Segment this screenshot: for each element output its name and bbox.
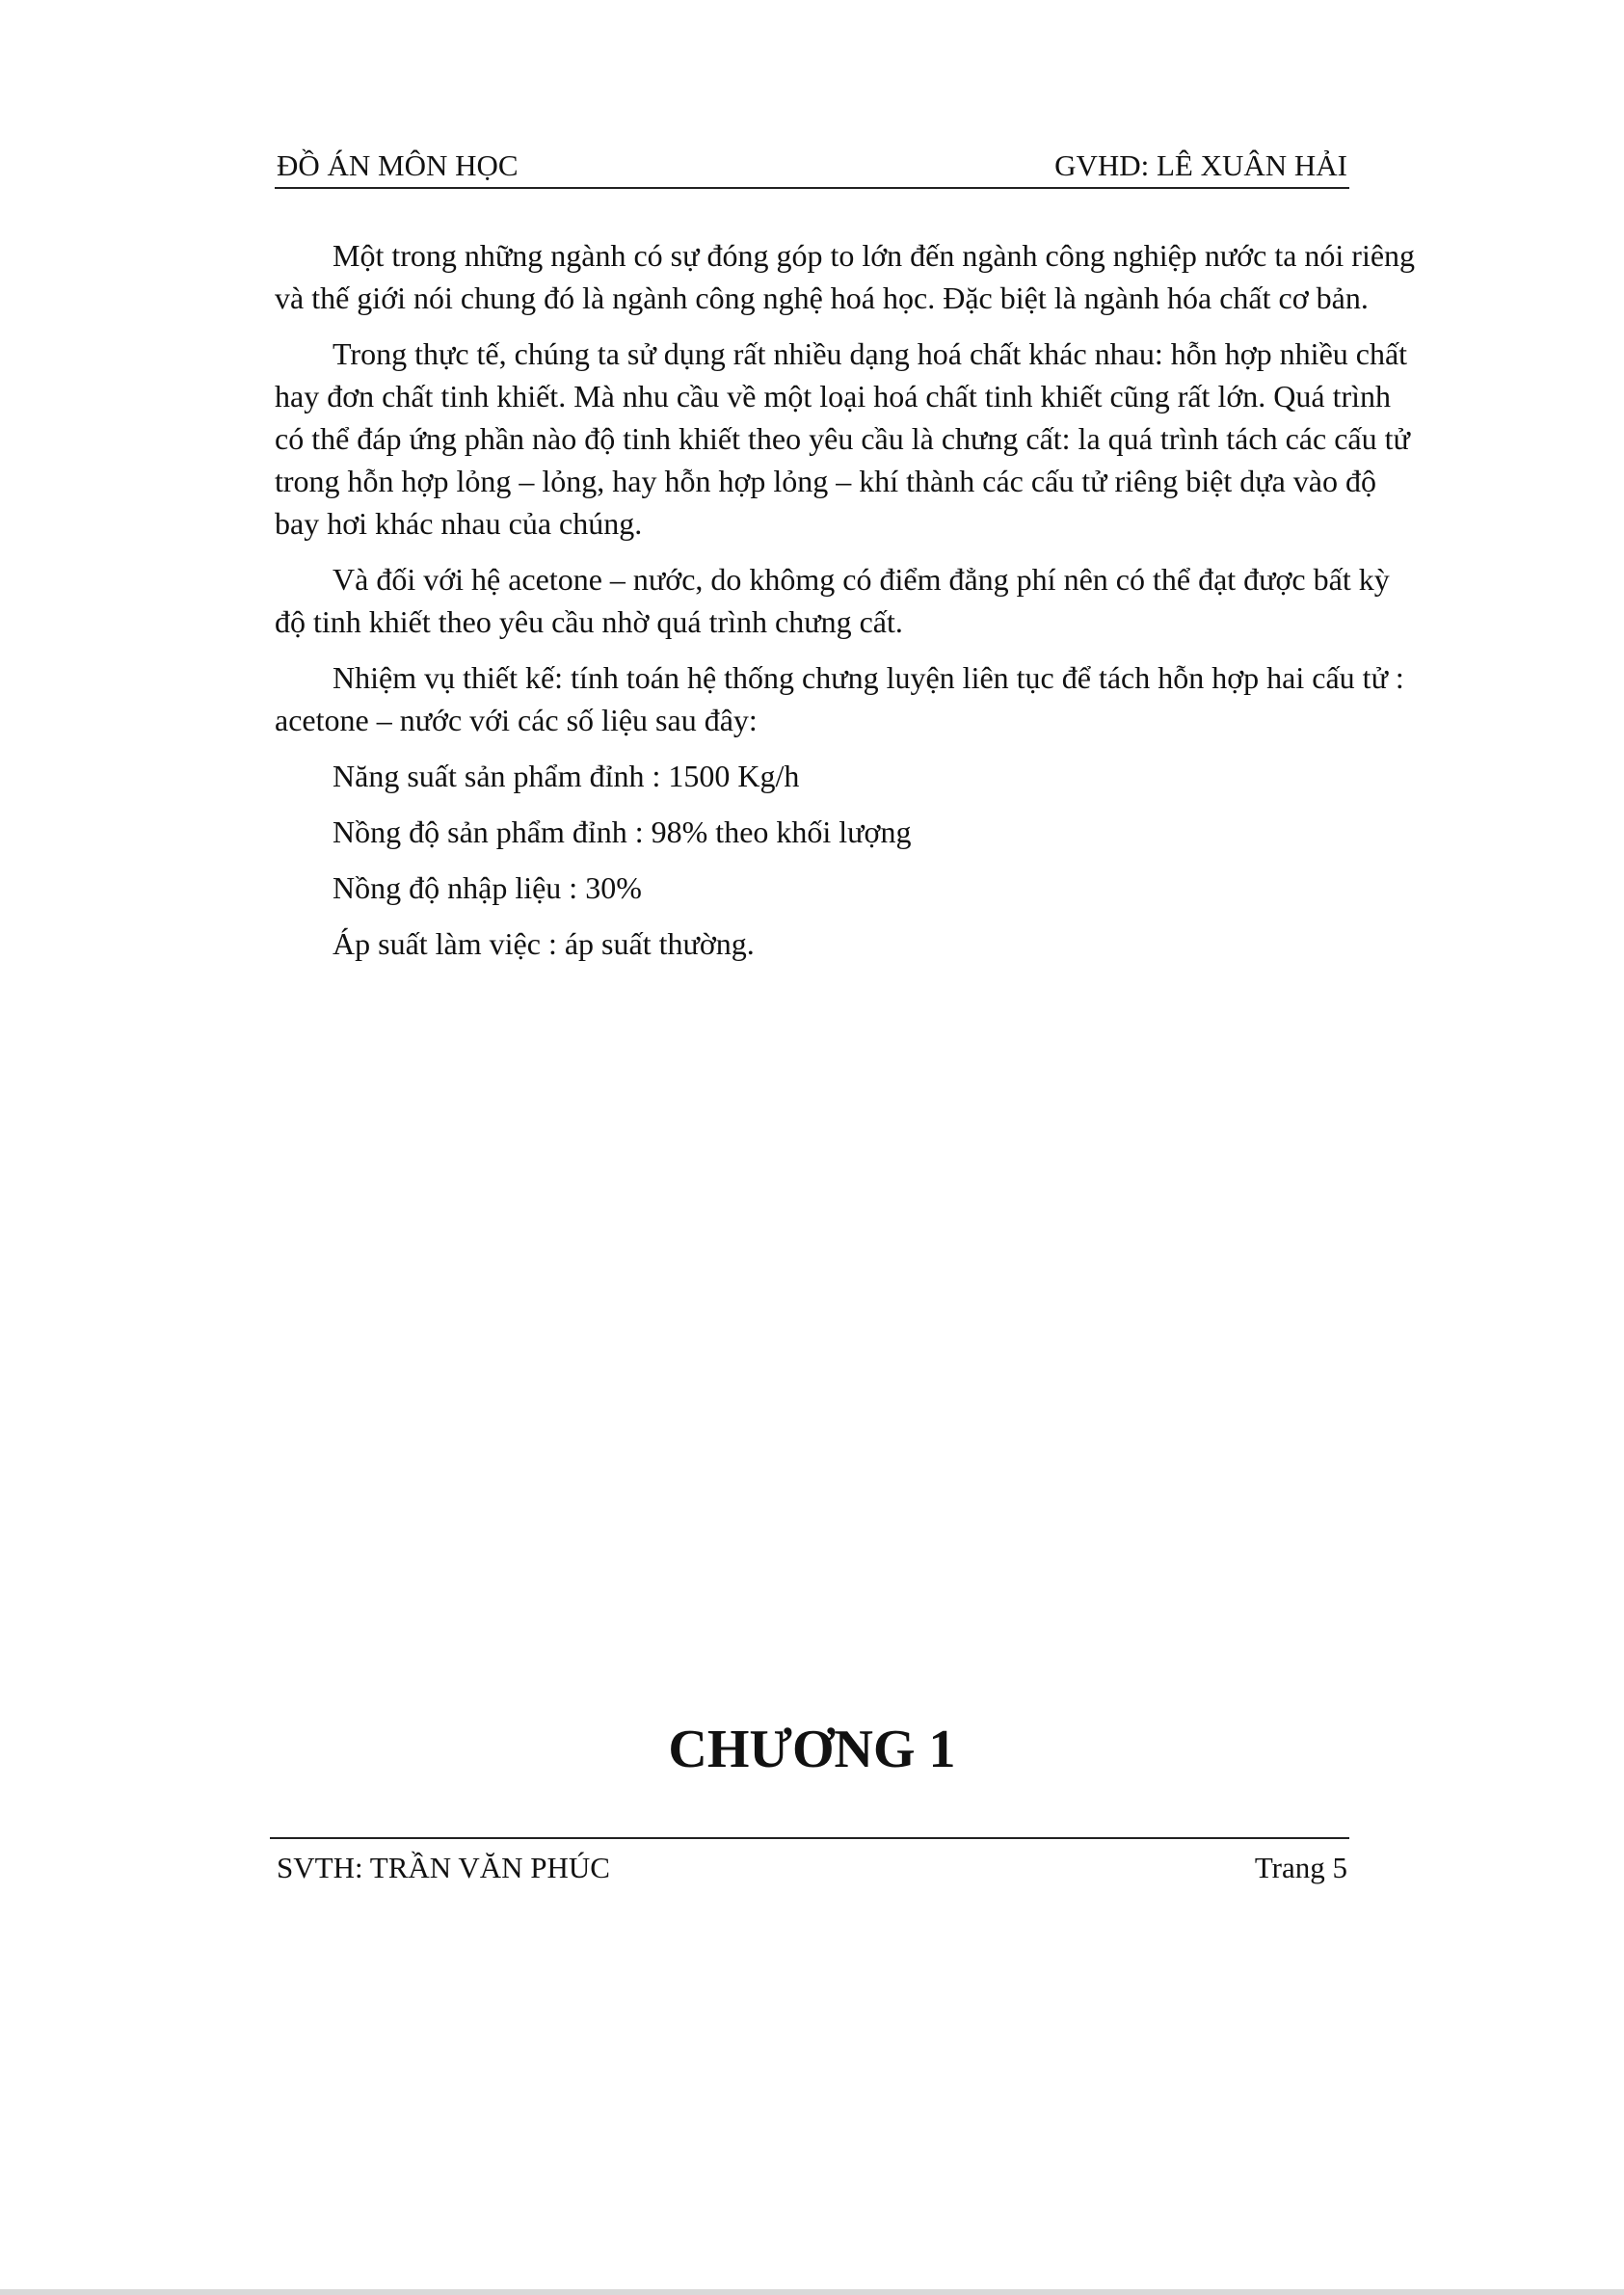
scan-edge-divider bbox=[0, 2289, 1624, 2295]
chapter-title: CHƯƠNG 1 bbox=[668, 1720, 956, 1779]
page-number: Trang 5 bbox=[1254, 1851, 1347, 1884]
spec-item: Nồng độ nhập liệu : 30% bbox=[333, 870, 642, 905]
paragraph: Nhiệm vụ thiết kế: tính toán hệ thống chưng luyện liên tục để tách hỗn hợp hai cấu tử : acetone – nước với các số liệu sau đây: bbox=[275, 660, 1404, 737]
paragraph: Trong thực tế, chúng ta sử dụng rất nhiều dạng hoá chất khác nhau: hỗn hợp nhiều chất hay đơn chất tinh khiết. Mà nhu cầu về một loại hoá chất tinh khiết cũng rất lớn. Quá trình có thể đáp ứng phần nào độ tinh khiết theo yêu cầu là chưng cất: la quá trình tách các cấu tử trong hỗn hợp lỏng – lỏng, hay hỗn hợp lỏng – khí thành các cấu tử riêng biệt dựa vào độ bay hơi khác nhau của chúng. bbox=[275, 336, 1410, 541]
paragraph: Và đối với hệ acetone – nước, do khômg có điểm đẳng phí nên có thể đạt được bất kỳ độ tinh khiết theo yêu cầu nhờ quá trình chưng cất. bbox=[275, 562, 1390, 639]
header-course-title: ĐỒ ÁN MÔN HỌC bbox=[277, 148, 519, 182]
page-footer bbox=[270, 1837, 1349, 1887]
page-header bbox=[275, 145, 1349, 189]
header-instructor: GVHD: LÊ XUÂN HẢI bbox=[1054, 148, 1347, 182]
spec-item: Năng suất sản phẩm đỉnh : 1500 Kg/h bbox=[333, 759, 800, 793]
paragraph: Một trong những ngành có sự đóng góp to lớn đến ngành công nghiệp nước ta nói riêng và thế giới nói chung đó là ngành công nghệ hoá học. Đặc biệt là ngành hóa chất cơ bản. bbox=[275, 238, 1416, 315]
body-content bbox=[275, 234, 1417, 978]
spec-item: Áp suất làm việc : áp suất thường. bbox=[333, 926, 755, 961]
spec-item: Nồng độ sản phẩm đỉnh : 98% theo khối lượng bbox=[333, 814, 912, 849]
footer-student: SVTH: TRẦN VĂN PHÚC bbox=[277, 1851, 610, 1884]
